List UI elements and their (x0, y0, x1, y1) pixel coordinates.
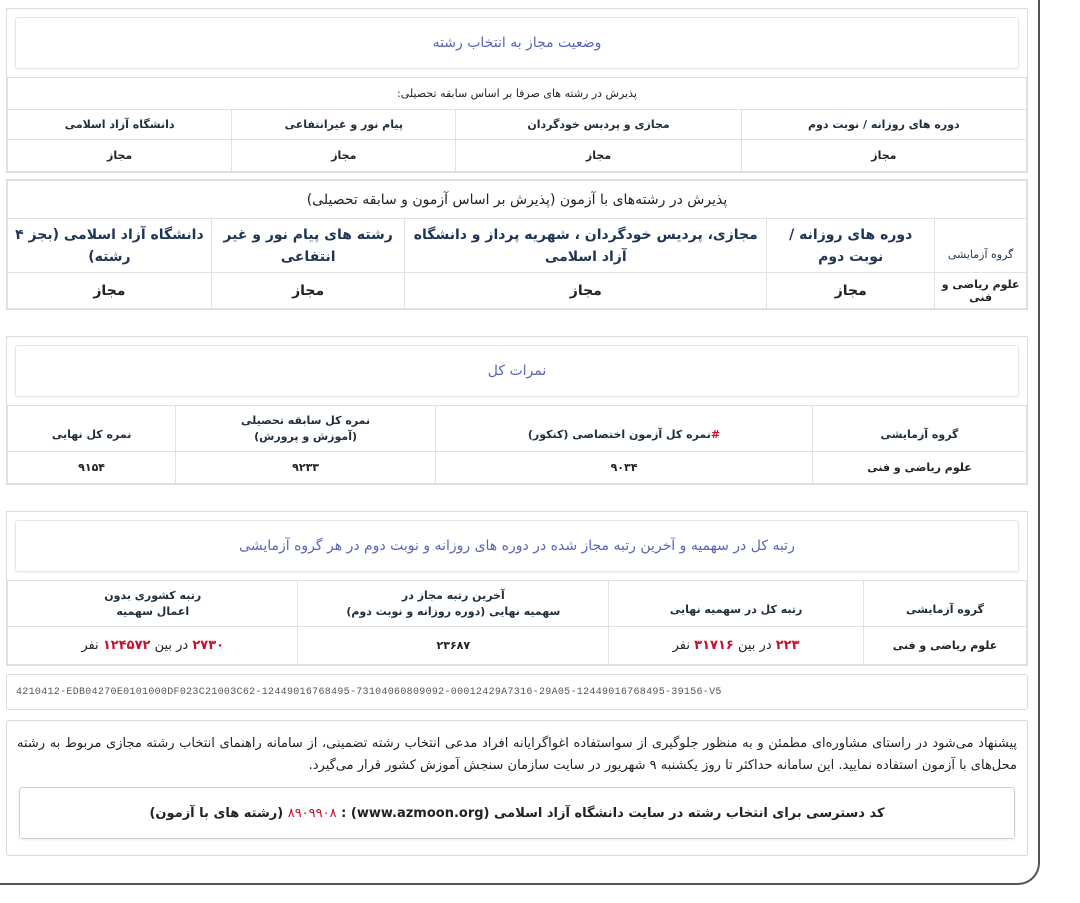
header-last-rank: آخرین رتبه مجاز در سهمیه نهایی (دوره روزانه و نوبت دوم) (298, 581, 609, 627)
ranks-title: رتبه کل در سهمیه و آخرین رتبه مجاز شده در دوره های روزانه و نوبت دوم در هر گروه آزمایشی (15, 520, 1019, 572)
ranks-section (6, 511, 1028, 666)
access-code: ۸۹۰۹۹۰۸ (287, 805, 337, 821)
header-payamnoor: پیام نور و غیرانتفاعی (232, 110, 456, 140)
last-allowed-rank: ۲۳۶۸۷ (298, 627, 609, 665)
record-score: ۹۲۳۳ (176, 452, 436, 484)
header-virtual: مجازی و پردیس خودگردان (456, 110, 741, 140)
header-virtual: مجازی، پردیس خودگردان ، شهریه پرداز و دانشگاه آزاد اسلامی (405, 219, 767, 273)
group-name: علوم ریاضی و فنی (863, 627, 1026, 665)
status-daily: مجاز (741, 140, 1026, 172)
header-group: گروه آزمایشی (813, 406, 1027, 452)
record-only-table (7, 77, 1027, 172)
header-daily: دوره های روزانه / نوبت دوم (767, 219, 935, 273)
info-section (6, 720, 1028, 856)
header-record-score: نمره کل سابقه تحصیلی (آموزش و پرورش) (176, 406, 436, 452)
eligibility-section (6, 8, 1028, 173)
tracking-code: 4210412-EDB04270E0101000DF023C21003C62-12449016768495-73104060809092-00012429A7316-29A05-12449016768495-39156-V5 (6, 674, 1028, 710)
national-rank: ۲۷۳۰ در بین ۱۲۴۵۷۲ نفر (8, 627, 298, 665)
header-daily: دوره های روزانه / نوبت دوم (741, 110, 1026, 140)
access-suffix: (رشته های با آزمون) (149, 805, 284, 821)
exam-based-note: پذیرش در رشته‌های با آزمون (پذیرش بر اساس آزمون و سابقه تحصیلی) (8, 181, 1027, 219)
header-azad: دانشگاه آزاد اسلامی (بجز ۴ رشته) (8, 219, 212, 273)
exam-score: ۹۰۳۴ (436, 452, 813, 484)
header-quota-rank: رتبه کل در سهمیه نهایی (609, 581, 864, 627)
scores-title: نمرات کل (15, 345, 1019, 397)
header-azad: دانشگاه آزاد اسلامی (8, 110, 232, 140)
header-exam-score: #نمره کل آزمون اختصاصی (کنکور) (436, 406, 813, 452)
eligibility-title: وضعیت مجاز به انتخاب رشته (15, 17, 1019, 69)
scores-section (6, 336, 1028, 485)
access-label: کد دسترسی برای انتخاب رشته در سایت دانشگاه آزاد اسلامی (www.azmoon.org) : (341, 805, 885, 821)
status-payamnoor: مجاز (232, 140, 456, 172)
scores-table (7, 405, 1027, 484)
status-azad: مجاز (8, 140, 232, 172)
status-payamnoor: مجاز (211, 273, 405, 309)
access-code-box (19, 787, 1015, 839)
header-group: گروه آزمایشی (863, 581, 1026, 627)
exam-based-table (7, 180, 1027, 309)
status-virtual: مجاز (456, 140, 741, 172)
record-only-note: پذیرش در رشته های صرفا بر اساس سابقه تحصیلی: (8, 78, 1027, 110)
header-national-rank: رتبه کشوری بدون اعمال سهمیه (8, 581, 298, 627)
info-paragraph: پیشنهاد می‌شود در راستای مشاوره‌ای مطمئن و به منظور جلوگیری از سواستفاده اغواگرایانه افراد مدعی انتخاب رشته تضمینی، از سامانه راهنمای انتخاب رشته مجازی مربوط به رشته محل‌های با آزمون استفاده نمایید. این سامانه حداکثر تا روز یکشنبه ۹ شهریور در سایت سازمان سنجش آموزش کشور قرار می‌گیرد. (17, 736, 1017, 773)
status-azad: مجاز (8, 273, 212, 309)
quota-rank: ۲۲۳ در بین ۳۱۷۱۶ نفر (609, 627, 864, 665)
result-page (6, 8, 1028, 856)
status-daily: مجاز (767, 273, 935, 309)
exam-based-section (6, 179, 1028, 310)
header-final-score: نمره کل نهایی (8, 406, 176, 452)
status-virtual: مجاز (405, 273, 767, 309)
final-score: ۹۱۵۴ (8, 452, 176, 484)
group-name: علوم ریاضی و فنی (813, 452, 1027, 484)
header-group: گروه آزمایشی (935, 219, 1027, 273)
ranks-table (7, 580, 1027, 665)
group-name: علوم ریاضی و فنی (935, 273, 1027, 309)
header-payamnoor: رشته های پیام نور و غیر انتفاعی (211, 219, 405, 273)
hash-marker: # (710, 428, 721, 441)
